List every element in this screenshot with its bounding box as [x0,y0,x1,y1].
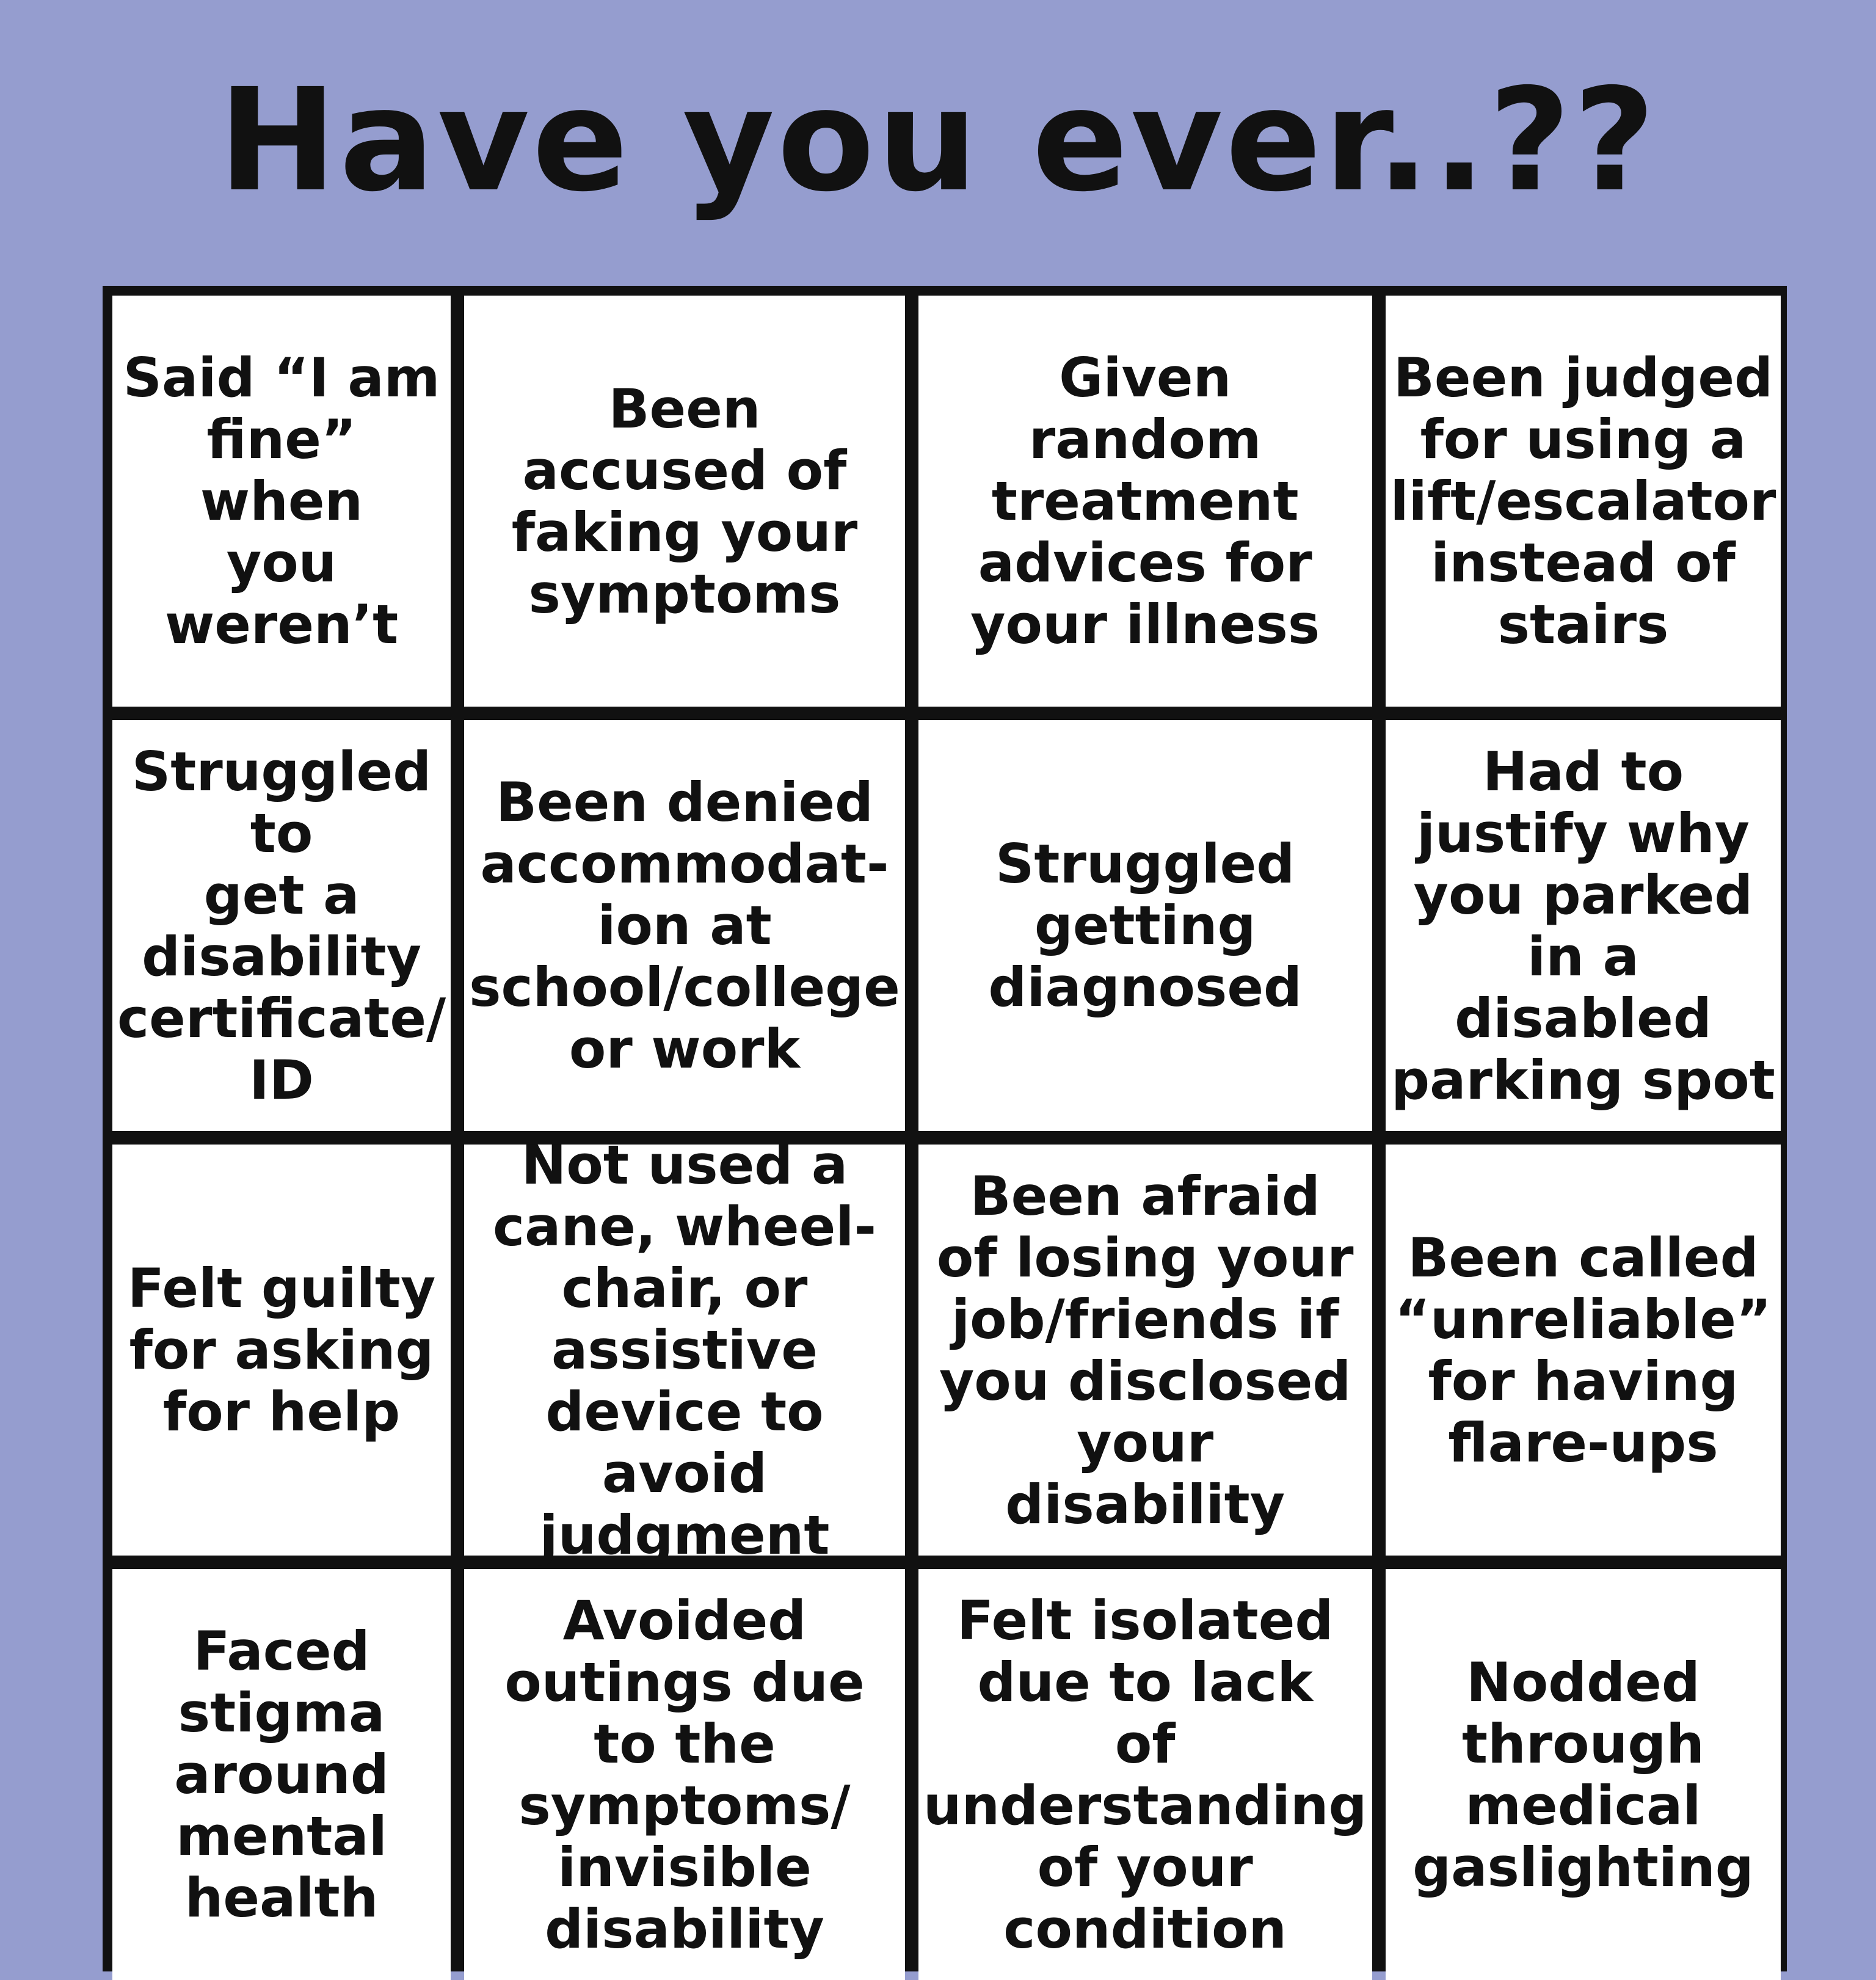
bingo-cell-label: Faced stigma around mental health [174,1620,389,1929]
bingo-board [103,286,1787,1971]
bingo-cell[interactable] [464,1134,905,1567]
bingo-cell[interactable] [464,1569,905,1980]
bingo-cell-label: Been accused of faking your symptoms [511,377,858,625]
bingo-cell-label: Not used a cane, wheel- chair, or assistive device to avoid judgment [493,1134,876,1567]
bingo-cell[interactable] [112,720,451,1131]
bingo-cell-label: Been denied accommodat- ion at school/college or work [469,771,900,1080]
bingo-cell[interactable] [918,1569,1372,1980]
bingo-cell-label: Felt isolated due to lack of understanding of your condition [923,1589,1367,1960]
page-title: Have you ever..?? [218,58,1658,223]
bingo-cell-label: Struggled getting diagnosed [988,832,1303,1019]
bingo-cell[interactable] [1386,720,1781,1131]
bingo-cell-label: Felt guilty for asking for help [127,1257,436,1443]
bingo-cell[interactable] [464,296,905,707]
bingo-cell[interactable] [918,1145,1372,1556]
bingo-cell[interactable] [1386,1145,1781,1556]
bingo-cell-label: Given random treatment advices for your illness [970,346,1320,656]
bingo-cell[interactable] [112,1569,451,1980]
bingo-cell-label: Said “I am fine” when you weren’t [123,346,440,656]
bingo-cell[interactable] [112,296,451,707]
bingo-cell-label: Been judged for using a lift/escalator instead of stairs [1390,346,1776,656]
bingo-cell-label: Avoided outings due to the symptoms/ invisible disability [504,1589,865,1960]
bingo-cell-label: Nodded through medical gaslighting [1412,1650,1754,1899]
bingo-cell[interactable] [1386,1569,1781,1980]
bingo-cell[interactable] [918,296,1372,707]
bingo-cell[interactable] [464,720,905,1131]
bingo-cell[interactable] [112,1145,451,1556]
bingo-cell-label: Struggled to get a disability certificate/ ID [117,740,446,1112]
bingo-cell-label: Been afraid of losing your job/friends if you disclosed your disability [936,1164,1354,1536]
bingo-cell[interactable] [1386,296,1781,707]
bingo-cell-label: Had to justify why you parked in a disabled parking spot [1391,740,1775,1112]
bingo-cell-label: Been called “unreliable” for having flare-ups [1395,1226,1772,1474]
bingo-cell[interactable] [918,720,1372,1131]
